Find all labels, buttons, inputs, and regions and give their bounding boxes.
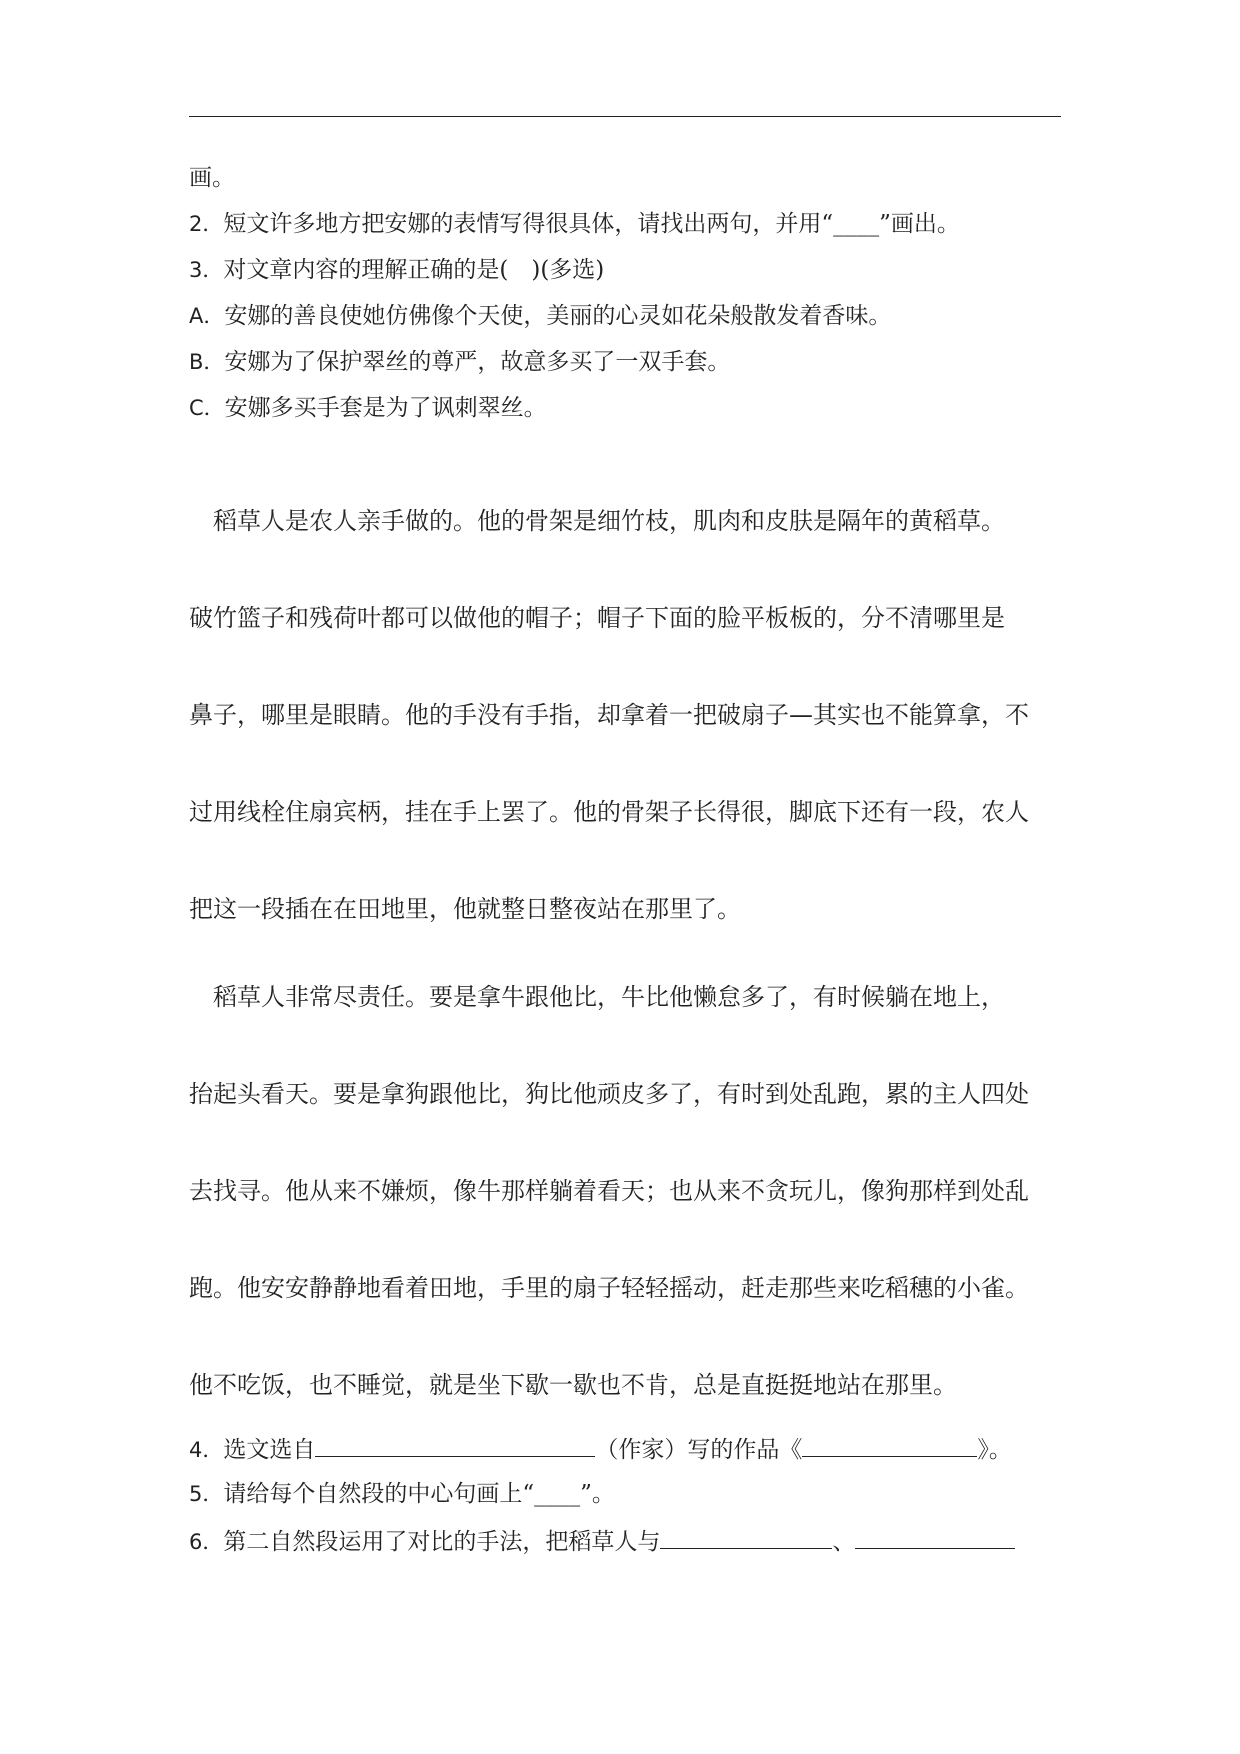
question-text: 短文许多地方把安娜的表情写得很具体，请找出两句，并用“____”画出。 xyxy=(223,211,960,237)
header-rule xyxy=(189,116,1061,117)
comparison-blank-1[interactable] xyxy=(660,1526,832,1549)
passage-line: 他不吃饭，也不睡觉，就是坐下歇一歇也不肯，总是直挺挺地站在那里。 xyxy=(189,1371,957,1399)
question-number: 3． xyxy=(189,258,224,282)
question-5 xyxy=(189,1480,615,1508)
author-blank[interactable] xyxy=(315,1434,595,1457)
question-text: 请给每个自然段的中心句画上“____”。 xyxy=(223,1481,615,1507)
question-number: 5． xyxy=(189,1482,224,1506)
question-number: 4． xyxy=(189,1438,224,1462)
question-4: 4．选文选自 （作家）写的作品《 》。 xyxy=(189,1434,1012,1464)
option-letter: B． xyxy=(189,350,225,374)
question-text: 对文章内容的理解正确的是( )(多选) xyxy=(223,257,605,283)
question-1-continuation: 画。 xyxy=(189,165,235,191)
passage-line: 破竹篮子和残荷叶都可以做他的帽子；帽子下面的脸平板板的，分不清哪里是 xyxy=(189,604,1005,632)
option-a xyxy=(189,302,891,330)
question-6: 6．第二自然段运用了对比的手法，把稻草人与 、 xyxy=(189,1526,1015,1556)
passage-line: 把这一段插在在田地里，他就整日整夜站在那里了。 xyxy=(189,895,741,923)
question-number: 2． xyxy=(189,212,224,236)
passage-line: 鼻子，哪里是眼睛。他的手没有手指，却拿着一把破扇子—其实也不能算拿，不 xyxy=(189,701,1029,729)
option-letter: C． xyxy=(189,396,225,420)
passage-line: 跑。他安安静静地看着田地，手里的扇子轻轻摇动，赶走那些来吃稻穗的小雀。 xyxy=(189,1274,1029,1302)
comparison-blank-2[interactable] xyxy=(855,1526,1015,1549)
option-c xyxy=(189,394,547,422)
work-title-blank[interactable] xyxy=(802,1434,977,1457)
question-2 xyxy=(189,210,960,238)
passage-line: 抬起头看天。要是拿狗跟他比，狗比他顽皮多了，有时到处乱跑，累的主人四处 xyxy=(189,1080,1029,1108)
option-text: 安娜多买手套是为了讽刺翠丝。 xyxy=(224,395,547,421)
question-number: 6． xyxy=(189,1530,224,1554)
question-3 xyxy=(189,256,604,284)
option-b xyxy=(189,348,730,376)
option-text: 安娜为了保护翠丝的尊严，故意多买了一双手套。 xyxy=(224,349,731,375)
option-text: 安娜的善良使她仿佛像个天使，美丽的心灵如花朵般散发着香味。 xyxy=(224,303,892,329)
passage-line: 稻草人非常尽责任。要是拿牛跟他比，牛比他懒怠多了，有时候躺在地上， xyxy=(189,983,1005,1011)
option-letter: A． xyxy=(189,304,225,328)
passage-line: 稻草人是农人亲手做的。他的骨架是细竹枝，肌肉和皮肤是隔年的黄稻草。 xyxy=(189,507,1005,535)
passage-line: 去找寻。他从来不嫌烦，像牛那样躺着看天；也从来不贪玩儿，像狗那样到处乱 xyxy=(189,1177,1029,1205)
passage-line: 过用线栓住扇宾柄，挂在手上罢了。他的骨架子长得很，脚底下还有一段，农人 xyxy=(189,798,1029,826)
